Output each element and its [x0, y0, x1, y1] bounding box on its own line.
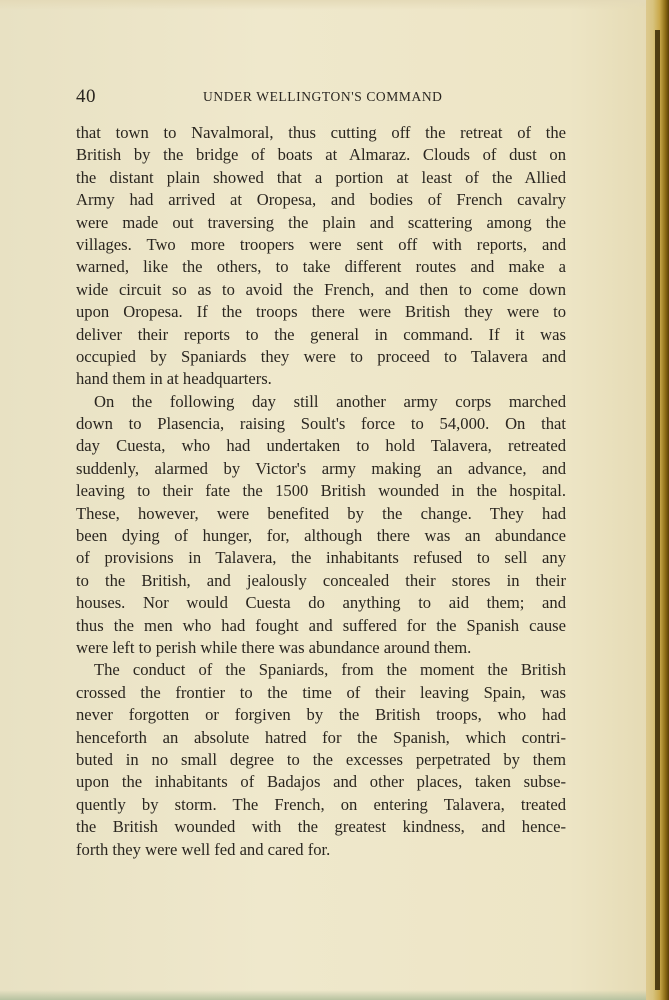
text-line: wide circuit so as to avoid the French, and then to come down: [76, 279, 566, 299]
text-line: down to Plasencia, raising Soult's force to 54,000. On that: [76, 414, 566, 434]
text-line: villages. Two more troopers were sent off with reports, and: [76, 234, 566, 254]
text-line: quently by storm. The French, on entering Talavera, treated: [76, 794, 566, 814]
text-line: buted in no small degree to the excesses perpetrated by them: [76, 749, 566, 769]
text-line: upon the inhabitants of Badajos and other places, taken subse-: [76, 772, 566, 792]
text-line: never forgotten or forgiven by the British troops, who had: [76, 705, 566, 725]
text-line: forth they were well fed and cared for.: [76, 839, 331, 859]
running-head: UNDER WELLINGTON'S COMMAND: [203, 89, 443, 104]
text-line: the distant plain showed that a portion at least of the Allied: [76, 167, 566, 187]
text-line: been dying of hunger, for, although there was an abundance: [76, 526, 566, 546]
text-line: were left to perish while there was abundance around them.: [76, 637, 472, 657]
text-line: leaving to their fate the 1500 British wounded in the hospital.: [76, 481, 566, 501]
text-line: warned, like the others, to take different routes and make a: [76, 257, 566, 277]
body-text: [76, 122, 566, 861]
text-line: thus the men who had fought and suffered for the Spanish cause: [76, 615, 566, 635]
text-line: hand them in at headquarters.: [76, 369, 272, 389]
text-line: upon Oropesa. If the troops there were British they were to: [76, 302, 566, 322]
text-line: British by the bridge of boats at Almaraz. Clouds of dust on: [76, 145, 566, 165]
text-line: the British wounded with the greatest kindness, and hence-: [76, 817, 566, 837]
text-line: Army had arrived at Oropesa, and bodies of French cavalry: [76, 190, 566, 210]
text-line: day Cuesta, who had undertaken to hold Talavera, retreated: [76, 436, 566, 456]
text-line: henceforth an absolute hatred for the Spanish, which contri-: [76, 727, 566, 747]
text-line: that town to Navalmoral, thus cutting off the retreat of the: [76, 123, 566, 142]
text-line: These, however, were benefited by the change. They had: [76, 503, 566, 523]
paragraph-start-line: On the following day still another army corps marched: [94, 391, 566, 411]
text-line: houses. Nor would Cuesta do anything to aid them; and: [76, 593, 566, 613]
text-line: suddenly, alarmed by Victor's army making an advance, and: [76, 458, 566, 478]
paragraph-start-line: The conduct of the Spaniards, from the moment the British: [94, 660, 566, 680]
text-line: crossed the frontier to the time of their leaving Spain, was: [76, 682, 566, 702]
page-number: 40: [76, 86, 96, 107]
page-bottom-edge: [0, 990, 669, 1000]
page-header: [76, 86, 566, 110]
text-line: deliver their reports to the general in command. If it was: [76, 324, 566, 344]
binding-spine-shadow: [655, 30, 660, 990]
text-line: occupied by Spaniards they were to proceed to Talavera and: [76, 346, 566, 366]
text-line: were made out traversing the plain and scattering among the: [76, 212, 566, 232]
text-line: of provisions in Talavera, the inhabitants refused to sell any: [76, 548, 566, 568]
text-line: to the British, and jealously concealed their stores in their: [76, 570, 566, 590]
page-top-shadow: [0, 0, 669, 10]
